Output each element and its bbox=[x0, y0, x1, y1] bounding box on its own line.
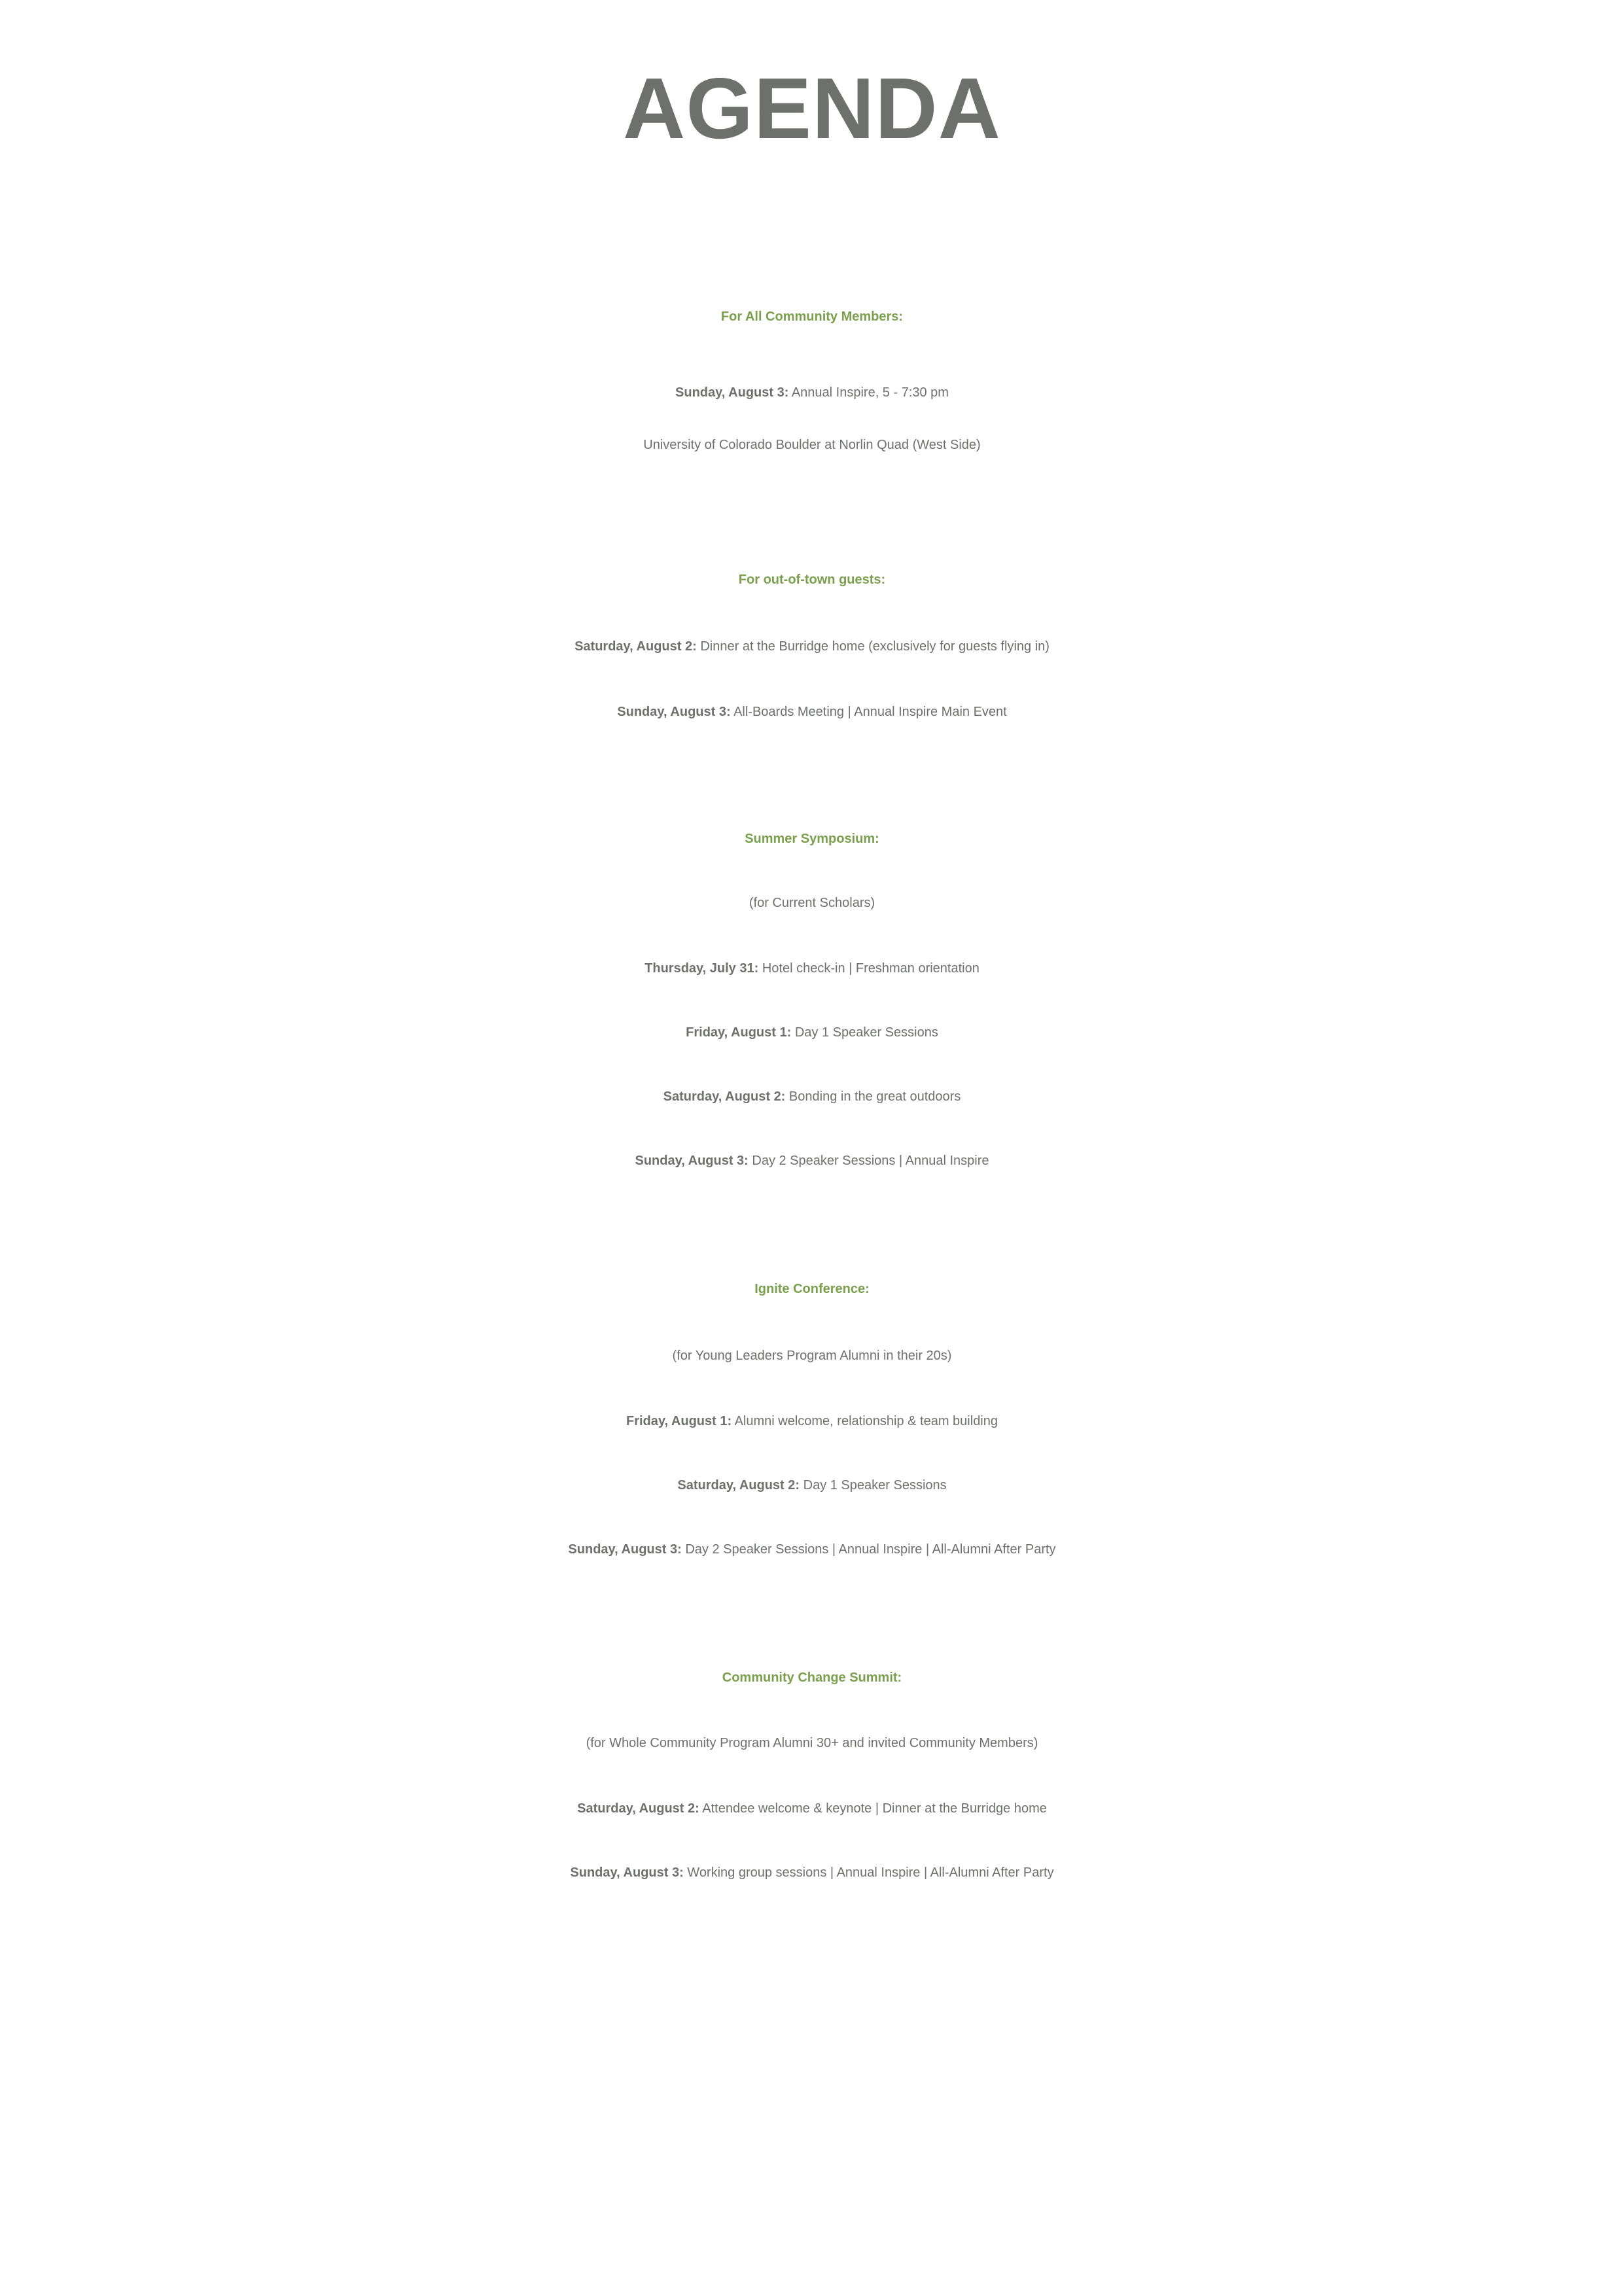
agenda-line-date: Friday, August 1: bbox=[626, 1414, 732, 1428]
agenda-line-text: Alumni welcome, relationship & team building bbox=[734, 1414, 998, 1428]
agenda-line-text: Hotel check-in | Freshman orientation bbox=[762, 961, 980, 976]
section-heading-out-of-town: For out-of-town guests: bbox=[738, 573, 886, 587]
agenda-line-text: Day 2 Speaker Sessions | Annual Inspire | All-Alumni After Party bbox=[685, 1542, 1056, 1557]
agenda-line-location bbox=[0, 420, 1624, 470]
agenda-line bbox=[0, 1784, 1624, 1833]
agenda-line-text: Day 1 Speaker Sessions bbox=[803, 1478, 947, 1492]
agenda-line bbox=[0, 622, 1624, 671]
agenda-line-date: Saturday, August 2: bbox=[677, 1478, 800, 1492]
agenda-line bbox=[0, 944, 1624, 993]
agenda-line-text: Working group sessions | Annual Inspire | All-Alumni After Party bbox=[687, 1865, 1054, 1880]
section-heading-all-community: For All Community Members: bbox=[720, 309, 904, 324]
agenda-line bbox=[0, 1136, 1624, 1186]
agenda-line-text: Annual Inspire, 5 - 7:30 pm bbox=[791, 385, 949, 400]
agenda-line-date: Friday, August 1: bbox=[686, 1025, 792, 1040]
agenda-line bbox=[0, 1008, 1624, 1057]
agenda-line-date: Sunday, August 3: bbox=[568, 1542, 682, 1557]
agenda-line-date: Sunday, August 3: bbox=[675, 385, 789, 400]
agenda-line-date: Sunday, August 3: bbox=[570, 1865, 684, 1880]
agenda-line-date: Thursday, July 31: bbox=[644, 961, 759, 976]
agenda-line-date: Saturday, August 2: bbox=[574, 639, 697, 654]
section-heading-community-change-summit: Community Change Summit: bbox=[722, 1670, 902, 1685]
agenda-line-text: Day 1 Speaker Sessions bbox=[794, 1025, 938, 1040]
section-heading-ignite-conference: Ignite Conference: bbox=[754, 1282, 870, 1296]
agenda-line bbox=[0, 368, 1624, 417]
agenda-line bbox=[0, 1072, 1624, 1122]
section-subtitle: (for Young Leaders Program Alumni in their 20s) bbox=[672, 1349, 952, 1363]
agenda-line bbox=[0, 1460, 1624, 1510]
section-heading-summer-symposium: Summer Symposium: bbox=[745, 832, 879, 846]
agenda-line-date: Saturday, August 2: bbox=[577, 1801, 699, 1816]
agenda-line-date: Sunday, August 3: bbox=[635, 1154, 749, 1168]
agenda-line-text: Dinner at the Burridge home (exclusively for guests flying in) bbox=[700, 639, 1050, 654]
agenda-line-text: University of Colorado Boulder at Norlin Quad (West Side) bbox=[643, 438, 981, 452]
agenda-line bbox=[0, 1848, 1624, 1898]
page-title: AGENDA bbox=[622, 60, 1002, 156]
section-subtitle: (for Current Scholars) bbox=[749, 896, 875, 910]
agenda-line bbox=[0, 687, 1624, 737]
agenda-line-text: Attendee welcome & keynote | Dinner at the Burridge home bbox=[702, 1801, 1047, 1816]
agenda-line-date: Sunday, August 3: bbox=[617, 705, 731, 719]
agenda-line-text: Day 2 Speaker Sessions | Annual Inspire bbox=[752, 1154, 989, 1168]
section-subtitle: (for Whole Community Program Alumni 30+ and invited Community Members) bbox=[586, 1736, 1038, 1750]
agenda-line-text: All-Boards Meeting | Annual Inspire Main Event bbox=[733, 705, 1007, 719]
agenda-line bbox=[0, 1525, 1624, 1574]
agenda-line bbox=[0, 1396, 1624, 1446]
agenda-line-date: Saturday, August 2: bbox=[663, 1089, 786, 1104]
agenda-line-text: Bonding in the great outdoors bbox=[788, 1089, 961, 1104]
